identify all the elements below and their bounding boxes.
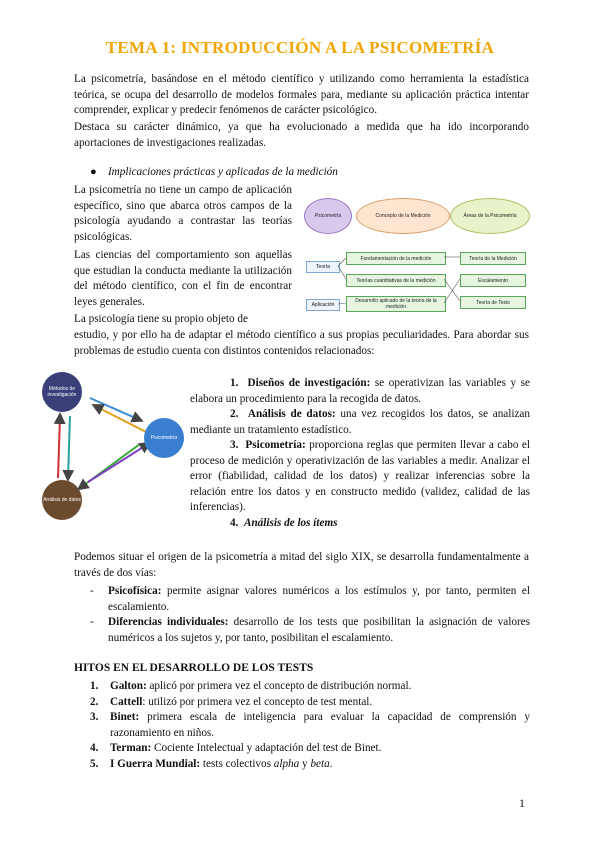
section1-paragraph-3a: La psicología tiene su propio objeto de — [74, 313, 248, 325]
section-heading-text: Implicaciones prácticas y aplicadas de la medición — [107, 166, 338, 178]
diagram-side-aplicacion: Aplicación — [306, 299, 340, 311]
origin-paragraph: Podemos situar el origen de la psicometría a mitad del siglo XIX, se desarrolla fundamentalmente a través de dos vías: — [74, 551, 529, 579]
item-number: 5. — [90, 757, 99, 770]
item-number: 3. — [90, 711, 99, 723]
item-text: : utilizó por primera vez el concepto de test mental. — [142, 695, 373, 708]
research-cycle-diagram — [40, 370, 190, 522]
section1-paragraph-1: La psicometría no tiene un campo de aplicación específico, sino que abarca otros campos de la psicología ayudando a contrastar las teorías psicológicas. — [74, 184, 292, 243]
list-item — [190, 376, 530, 407]
dash-bullet: - — [90, 585, 94, 597]
item-label: Análisis de datos: — [247, 408, 336, 420]
item-number: 4. — [90, 742, 99, 754]
item-label: Psicometría: — [245, 439, 306, 451]
list-item — [90, 741, 530, 757]
diagram-box-teoria-tests: Teoría de Tests — [460, 296, 526, 309]
item-label: I Guerra Mundial: — [110, 757, 201, 770]
contents-list — [190, 376, 530, 531]
diagram-box-teorias: Teorías cuantitativas de la medición — [346, 274, 446, 287]
diagram-ellipse-areas: Áreas de la Psicometría — [450, 198, 530, 234]
item-alpha: alpha — [273, 757, 300, 770]
diagram-box-desarrollo: Desarrollo aplicado de la teoría de la medición — [346, 296, 446, 312]
diagram-box-teoria-medicion: Teoría de la Medición — [460, 252, 526, 265]
item-label: Galton: — [110, 680, 147, 692]
item-number: 2. — [230, 408, 239, 420]
diagram-box-fundamentacion: Fundamentación de la medición — [346, 252, 446, 265]
section1-paragraph-3b: estudio, y por ello ha de adaptar el método científico a sus propias peculiaridades. Para abordar sus problemas de estudio cuenta con distintos contenidos relacionados: — [74, 329, 529, 357]
item-text: primera escala de inteligencia para evaluar la capacidad de comprensión y razonamiento en niños. — [110, 711, 530, 739]
item-label: Psicofísica: — [108, 585, 162, 597]
list-item — [90, 584, 530, 615]
psychometrics-concept-diagram — [302, 196, 530, 312]
item-text: aplicó por primera vez el concepto de distribución normal. — [146, 680, 412, 692]
item-text: se operativizan las variables y se elabora un procedimiento para la recogida de datos. — [190, 377, 531, 405]
bullet-icon: ● — [90, 166, 97, 178]
node-metodos-investigacion: Métodos de investigación — [42, 372, 82, 412]
list-item — [190, 438, 530, 516]
item-beta: beta — [310, 757, 330, 770]
section1-paragraph-2: Las ciencias del comportamiento son aquellas que estudian la conducta mediante la utilización del método científico, con el fin de encontrar leyes generales. — [74, 249, 292, 308]
list-item — [90, 679, 530, 695]
node-psicometria: Psicometría — [144, 418, 184, 458]
item-label: Cattell — [110, 695, 143, 708]
item-number: 1. — [90, 680, 99, 692]
intro-paragraph-2: Destaca su carácter dinámico, ya que ha evolucionado a medida que ha ido incorporando aportaciones de investigaciones realizadas. — [74, 121, 529, 149]
item-number: 2. — [90, 695, 99, 708]
page-title: TEMA 1: INTRODUCCIÓN A LA PSICOMETRÍA — [105, 38, 495, 57]
item-label: Diseños de investigación: — [247, 377, 371, 389]
milestones-list — [90, 679, 530, 772]
intro-paragraph-1: La psicometría, basándose en el método científico y utilizando como herramienta la estadística teórica, se ocupa del desarrollo de modelos formales para, mediante su aplicación práctica intentar comprender, explicar y predecir fenómenos de carácter psicológico. — [74, 73, 529, 116]
list-item — [90, 757, 530, 773]
page-number: 1 — [519, 796, 525, 810]
diagram-ellipse-psicometria: Psicometría — [304, 198, 352, 234]
diagram-ellipse-concepto: Concepto de la Medición — [356, 198, 450, 234]
item-number: 1. — [230, 377, 239, 389]
item-label: Binet: — [110, 711, 140, 723]
item-label: Análisis de los ítems — [243, 516, 338, 529]
item-text: tests colectivos — [200, 757, 274, 770]
diagram-connectors — [302, 196, 530, 312]
item-label: Diferencias individuales: — [108, 616, 229, 628]
list-item — [190, 407, 530, 438]
item-number: 3. — [230, 439, 239, 451]
list-item — [190, 516, 530, 532]
list-item — [90, 615, 530, 646]
milestones-heading: HITOS EN EL DESARROLLO DE LOS TESTS — [74, 662, 314, 674]
item-end: . — [329, 757, 333, 770]
item-number: 4. — [230, 516, 239, 529]
item-text: permite asignar valores numéricos a los estímulos y, por tanto, permiten el escalamiento. — [108, 585, 530, 613]
diagram-side-teoria: Teoría — [306, 261, 340, 273]
list-item — [90, 710, 530, 741]
item-conj: y — [299, 757, 311, 770]
origin-list — [90, 584, 530, 646]
dash-bullet: - — [90, 616, 94, 628]
list-item — [90, 695, 530, 711]
diagram-box-escalamiento: Escalamiento — [460, 274, 526, 287]
section-heading-implicaciones — [90, 166, 338, 178]
item-text: Cociente Intelectual y adaptación del test de Binet. — [151, 742, 382, 754]
item-text: una vez recogidos los datos, se analizan mediante un tratamiento estadístico. — [190, 408, 530, 436]
node-analisis-datos: Análisis de datos — [42, 480, 82, 520]
item-text: desarrollo de los tests que posibilitan la asignación de valores numéricos a los sujetos y, por tanto, posibilitan el escalamiento. — [108, 616, 530, 644]
item-label: Terman: — [110, 742, 152, 754]
item-text: proporciona reglas que permiten llevar a cabo el proceso de medición y operativización de las variables a medir. Analizar el error (fiabilidad, calidad de los datos) y realizar inferencias sobre la relación entre los datos y en constructo medido (validez, calidad de las inferencias). — [190, 439, 531, 513]
